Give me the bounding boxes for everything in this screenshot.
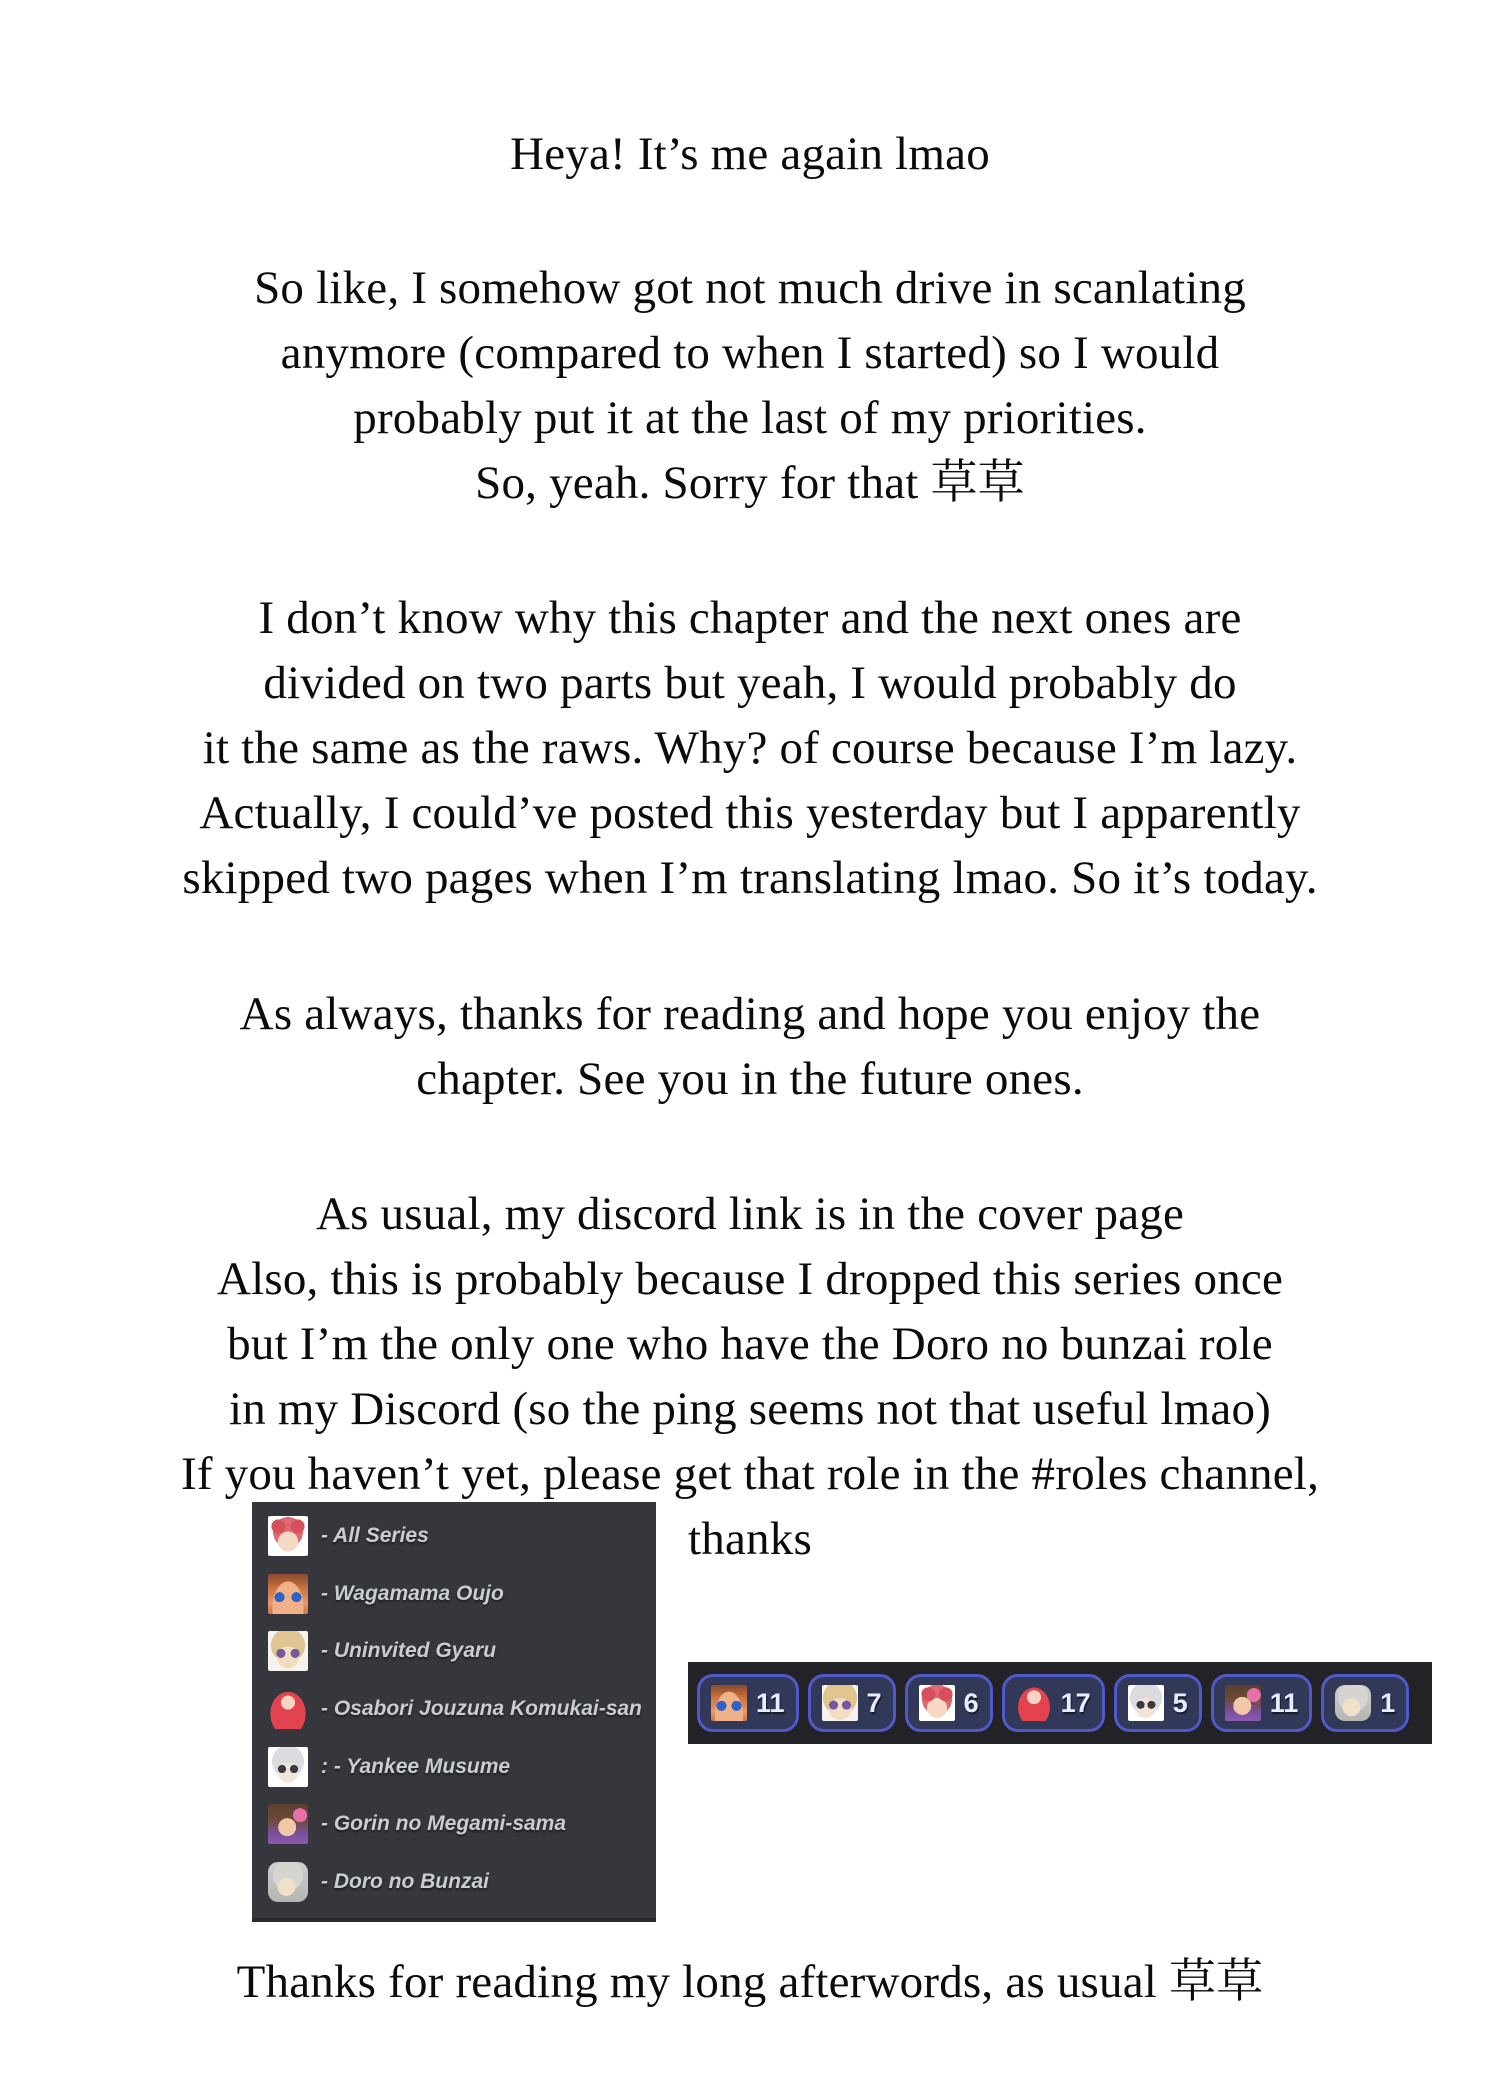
text-line: it the same as the raws. Why? of course because I’m lazy. bbox=[202, 722, 1298, 774]
text-line: probably put it at the last of my priorities. bbox=[353, 392, 1147, 444]
reaction-pill[interactable] bbox=[1321, 1674, 1409, 1732]
role-row bbox=[268, 1627, 656, 1675]
page-title bbox=[0, 122, 1500, 187]
role-label: - Osabori Jouzuna Komukai-san bbox=[321, 1696, 642, 1720]
doro-no-bunzai-emoji-icon bbox=[1335, 1685, 1371, 1721]
role-label: - Gorin no Megami-sama bbox=[321, 1812, 567, 1836]
role-row bbox=[268, 1570, 656, 1618]
yankee-musume-avatar-icon bbox=[268, 1747, 308, 1787]
text-line: in my Discord (so the ping seems not that useful lmao) bbox=[228, 1383, 1272, 1435]
text-line: So, yeah. Sorry for that 草草 bbox=[475, 457, 1025, 509]
paragraph bbox=[0, 256, 1500, 516]
role-label: - Wagamama Oujo bbox=[321, 1581, 504, 1605]
wagamama-oujo-avatar-icon bbox=[268, 1574, 308, 1614]
closing-line-block bbox=[0, 1950, 1500, 2015]
reaction-count: 6 bbox=[963, 1687, 979, 1718]
gorin-avatar-icon bbox=[268, 1804, 308, 1844]
discord-roles-screenshot bbox=[252, 1502, 656, 1922]
closing-line: Thanks for reading my long afterwords, as usual 草草 bbox=[236, 1956, 1264, 2008]
text-line: but I’m the only one who have the Doro no bunzai role bbox=[227, 1318, 1273, 1370]
discord-reactions-screenshot bbox=[688, 1662, 1432, 1744]
reaction-pill[interactable] bbox=[697, 1674, 799, 1732]
text-line: thanks bbox=[688, 1513, 812, 1565]
reaction-count: 1 bbox=[1380, 1687, 1396, 1718]
text-line: If you haven’t yet, please get that role in the #roles channel, bbox=[180, 1448, 1320, 1500]
role-label: - Doro no Bunzai bbox=[321, 1869, 489, 1893]
paragraph bbox=[0, 982, 1500, 1112]
reaction-pill[interactable] bbox=[808, 1674, 896, 1732]
reaction-pill[interactable] bbox=[905, 1674, 993, 1732]
paragraph bbox=[0, 1182, 1500, 1572]
reaction-count: 7 bbox=[866, 1687, 882, 1718]
text-line: skipped two pages when I’m translating lmao. So it’s today. bbox=[182, 852, 1318, 904]
gorin-emoji-icon bbox=[1225, 1685, 1261, 1721]
doro-no-bunzai-avatar-icon bbox=[268, 1862, 308, 1902]
all-series-avatar-icon bbox=[268, 1516, 308, 1556]
role-label: : - Yankee Musume bbox=[321, 1754, 511, 1778]
reaction-count: 11 bbox=[756, 1687, 785, 1718]
osabori-avatar-icon bbox=[268, 1689, 308, 1729]
text-line: I don’t know why this chapter and the next ones are bbox=[258, 592, 1242, 644]
wagamama-oujo-emoji-icon bbox=[711, 1685, 747, 1721]
role-label: - All Series bbox=[321, 1524, 429, 1547]
role-row bbox=[268, 1512, 656, 1560]
text-line: As always, thanks for reading and hope you enjoy the bbox=[239, 988, 1261, 1040]
osabori-emoji-icon bbox=[1016, 1685, 1052, 1721]
uninvited-gyaru-avatar-icon bbox=[268, 1631, 308, 1671]
reaction-count: 17 bbox=[1060, 1687, 1091, 1718]
text-line: So like, I somehow got not much drive in scanlating bbox=[254, 262, 1246, 314]
text-line: As usual, my discord link is in the cover page bbox=[315, 1188, 1185, 1240]
all-series-emoji-icon bbox=[919, 1685, 955, 1721]
reaction-count: 11 bbox=[1269, 1687, 1299, 1718]
paragraph bbox=[0, 586, 1500, 911]
text-line: Actually, I could’ve posted this yesterday but I apparently bbox=[199, 787, 1301, 839]
reaction-count: 5 bbox=[1172, 1687, 1188, 1718]
text-line: Also, this is probably because I dropped this series once bbox=[216, 1253, 1284, 1305]
role-label: - Uninvited Gyaru bbox=[321, 1639, 497, 1663]
text-line: anymore (compared to when I started) so I would bbox=[280, 327, 1220, 379]
reaction-pill[interactable] bbox=[1211, 1674, 1313, 1732]
title-line: Heya! It’s me again lmao bbox=[510, 128, 990, 180]
role-row bbox=[268, 1800, 656, 1848]
yankee-musume-emoji-icon bbox=[1128, 1685, 1164, 1721]
reaction-pill[interactable] bbox=[1114, 1674, 1202, 1732]
role-row bbox=[268, 1743, 656, 1791]
text-line: divided on two parts but yeah, I would probably do bbox=[263, 657, 1237, 709]
uninvited-gyaru-emoji-icon bbox=[822, 1685, 858, 1721]
role-row bbox=[268, 1685, 656, 1733]
role-row bbox=[268, 1858, 656, 1906]
text-line: chapter. See you in the future ones. bbox=[416, 1053, 1084, 1105]
reaction-pill[interactable] bbox=[1002, 1674, 1105, 1732]
